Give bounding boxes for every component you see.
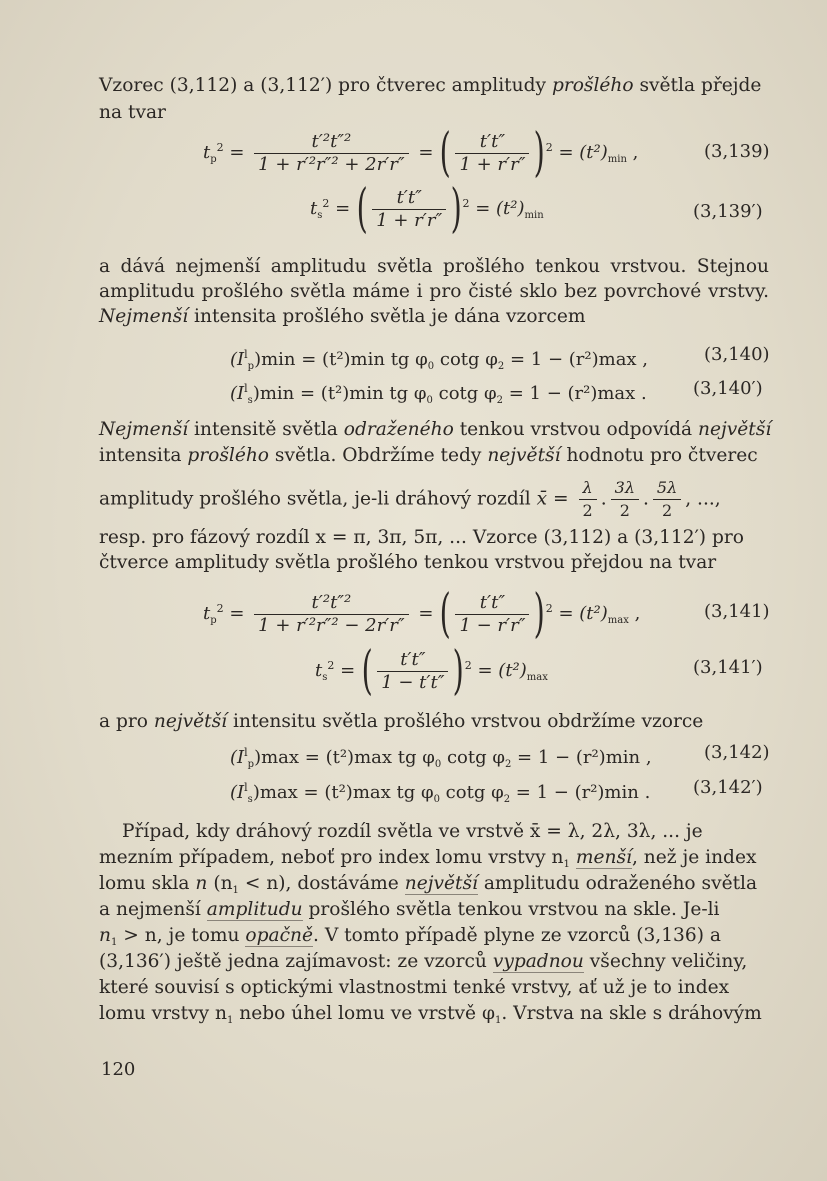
text-span: hodnotu pro čtverec bbox=[560, 445, 758, 466]
right-paren: ) bbox=[534, 123, 546, 183]
text-span: amplitudu prošlého světla máme i pro čisté sklo bez povrchové vrstvy. bbox=[99, 281, 769, 302]
equation-number: (3,140′) bbox=[693, 378, 763, 399]
text-span: mezním případem, neboť pro index lomu vrstvy n bbox=[99, 847, 564, 868]
text-span bbox=[570, 847, 576, 868]
text-line bbox=[99, 1002, 769, 1033]
text-line bbox=[99, 74, 769, 98]
text-span: intensitu světla prošlého vrstvou obdržíme vzorce bbox=[227, 711, 704, 732]
fraction-denominator: 2 bbox=[582, 501, 593, 520]
equation-number: (3,140) bbox=[704, 344, 770, 365]
italic-text: menší bbox=[575, 847, 632, 868]
eq-superscript: l bbox=[244, 746, 248, 759]
eq-rhs: (t²) bbox=[498, 660, 527, 681]
eq-rhs: (t²) bbox=[496, 198, 525, 219]
italic-text: opačně bbox=[245, 925, 313, 946]
italic-text: odraženého bbox=[343, 419, 454, 440]
eq-subscript: s bbox=[322, 672, 328, 683]
equation-3-139: $t_p^2$ = $\frac{\text{t′²t″²}}{\text{1 + r′²r″² + 2r′r″}}$ = ( $\frac{t't''}{1 + r'r''}$ )$^2 = (t^2)_{min}$ , bbox=[203, 123, 639, 183]
fraction-numerator: λ bbox=[579, 478, 597, 500]
fraction bbox=[254, 132, 408, 175]
text-span: tenkou vrstvou odpovídá bbox=[453, 419, 699, 440]
eq-rhs: (t²) bbox=[579, 603, 608, 624]
eq-subscript: 2 bbox=[503, 794, 511, 805]
text-span: > n, je tomu bbox=[117, 925, 246, 946]
eq-symbol: (I bbox=[230, 383, 245, 404]
eq-part: = (t²)min tg φ bbox=[294, 383, 427, 404]
eq-subscript: s bbox=[317, 210, 323, 221]
text-span: světla přejde bbox=[633, 75, 762, 96]
text-span: amplitudy prošlého světla, je-li dráhový rozdíl bbox=[99, 488, 537, 510]
italic-text: prošlého bbox=[187, 445, 269, 466]
eq-symbol: t bbox=[310, 198, 318, 219]
fraction-denominator: 1 + r′²r″² + 2r′r″ bbox=[258, 153, 405, 175]
fraction-denominator: 1 + r′²r″² − 2r′r″ bbox=[258, 614, 405, 636]
text-line bbox=[99, 976, 769, 1000]
equation-3-142 bbox=[230, 742, 652, 776]
text-span: (n bbox=[207, 873, 233, 894]
eq-symbol: (I bbox=[230, 349, 245, 370]
text-line bbox=[99, 551, 769, 575]
eq-part: )max bbox=[252, 782, 298, 803]
text-span: , ..., bbox=[685, 488, 721, 510]
eq-subscript: s bbox=[247, 395, 253, 406]
equation-number: (3,142) bbox=[704, 742, 770, 763]
eq-superscript: l bbox=[244, 348, 248, 361]
page-number: 120 bbox=[101, 1059, 136, 1080]
text-span: lomu skla bbox=[99, 873, 196, 894]
text-line bbox=[99, 898, 769, 922]
fraction-denominator: 2 bbox=[661, 501, 673, 520]
eq-subscript: 2 bbox=[504, 759, 512, 770]
text-span: . Vrstva na skle s dráhovým bbox=[501, 1003, 762, 1024]
fraction bbox=[372, 188, 446, 231]
text-span: , než je index bbox=[631, 847, 757, 868]
fraction bbox=[579, 478, 597, 521]
eq-subscript: 0 bbox=[427, 361, 435, 372]
eq-part: = 1 − (r²)max , bbox=[504, 349, 649, 370]
eq-superscript: l bbox=[244, 781, 248, 794]
eq-part: = 1 − (r²)min . bbox=[510, 782, 651, 803]
italic-text: největší bbox=[698, 419, 772, 440]
equation-number: (3,141′) bbox=[693, 657, 763, 678]
equation-number: (3,139′) bbox=[693, 201, 763, 222]
text-span: = bbox=[547, 488, 575, 510]
eq-symbol: x̄ bbox=[536, 488, 548, 510]
fraction bbox=[455, 593, 529, 636]
italic-text: největší bbox=[404, 873, 478, 894]
italic-text: amplitudu bbox=[206, 899, 303, 920]
equation-3-141: $t_p^2$ = $\frac{\text{t′²t″²}}{\text{1 + r′²r″² − 2r′r″}}$ = ( $\frac{t't''}{1 - r'r''}$ )$^2 = (t^2)_{max}$ , bbox=[203, 584, 641, 644]
fraction-denominator: 1 − r′r″ bbox=[459, 614, 526, 636]
eq-part: )max bbox=[254, 747, 300, 768]
eq-subscript: min bbox=[607, 154, 627, 165]
eq-superscript: 2 bbox=[216, 602, 224, 615]
left-paren: ( bbox=[439, 123, 451, 183]
text-line bbox=[99, 444, 769, 468]
eq-subscript: p bbox=[247, 361, 255, 372]
fraction bbox=[254, 593, 408, 636]
text-span: lomu vrstvy n bbox=[99, 1003, 227, 1024]
text-line bbox=[99, 526, 769, 550]
eq-symbol: t bbox=[315, 660, 323, 681]
fraction-numerator: t′t″ bbox=[377, 650, 448, 672]
right-paren: ) bbox=[534, 584, 546, 644]
eq-part: cotg φ bbox=[434, 349, 498, 370]
eq-part: = 1 − (r²)min , bbox=[511, 747, 652, 768]
text-span: (3,136′) ještě jedna zajímavost: ze vzorců bbox=[99, 951, 493, 972]
text-line bbox=[99, 255, 769, 279]
text-span: nebo úhel lomu ve vrstvě φ bbox=[233, 1003, 495, 1024]
text-span: na tvar bbox=[99, 102, 166, 123]
subscript: 1 bbox=[494, 1015, 502, 1026]
eq-part: cotg φ bbox=[432, 383, 497, 404]
equation-3-139-prime: $t_s^2$ = ( $\frac{t't''}{1 + r'r''}$ )$^2 = (t^2)_{min}$ bbox=[310, 179, 544, 239]
eq-subscript: 0 bbox=[426, 395, 433, 406]
text-span: Vzorec (3,112) a (3,112′) pro čtverec amplitudy bbox=[99, 75, 552, 96]
eq-subscript: 2 bbox=[497, 361, 505, 372]
italic-text: největší bbox=[153, 711, 228, 732]
eq-superscript: 2 bbox=[322, 197, 330, 210]
equation-3-142-prime bbox=[230, 777, 650, 811]
equation-number: (3,139) bbox=[704, 141, 770, 162]
text-line bbox=[122, 820, 769, 844]
eq-symbol: (I bbox=[230, 747, 245, 768]
fraction-numerator: t′t″ bbox=[455, 132, 529, 154]
fraction-numerator: t′t″ bbox=[372, 188, 446, 210]
fraction-denominator: 1 + r′r″ bbox=[376, 209, 443, 231]
text-line bbox=[99, 710, 769, 734]
fraction-numerator: t′²t″² bbox=[254, 593, 408, 615]
text-span: < n), dostáváme bbox=[238, 873, 405, 894]
eq-subscript: min bbox=[524, 210, 544, 221]
equation-number: (3,141) bbox=[704, 601, 770, 622]
text-line bbox=[99, 305, 769, 329]
eq-part: = (t²)max tg φ bbox=[297, 782, 434, 803]
eq-symbol: t bbox=[203, 142, 211, 163]
text-line bbox=[99, 280, 769, 304]
left-paren: ( bbox=[439, 584, 451, 644]
eq-subscript: s bbox=[247, 794, 253, 805]
text-span: které souvisí s optickými vlastnostmi tenké vrstvy, ať už je to index bbox=[99, 977, 730, 998]
text-span: resp. pro fázový rozdíl x = π, 3π, 5π, ... Vzorce (3,112) a (3,112′) pro bbox=[99, 527, 744, 548]
eq-subscript: p bbox=[210, 154, 217, 165]
eq-subscript: 0 bbox=[433, 794, 440, 805]
eq-symbol: t bbox=[203, 603, 211, 624]
fraction bbox=[653, 478, 681, 521]
fraction-denominator: 1 − t′t″ bbox=[381, 671, 445, 693]
text-span: a dává nejmenší amplitudu světla prošlého tenkou vrstvou. Stejnou bbox=[99, 256, 769, 277]
text-span: intensitě světla bbox=[188, 419, 344, 440]
right-paren: ) bbox=[453, 641, 465, 701]
fraction bbox=[611, 478, 639, 521]
eq-part: cotg φ bbox=[439, 782, 504, 803]
eq-part: )min bbox=[252, 383, 295, 404]
fraction-numerator: t′t″ bbox=[455, 593, 529, 615]
equation-3-141-prime: $t_s^2$ = ( $\frac{t't''}{1 - t't''}$ )$^2 = (t^2)_{max}$ bbox=[315, 641, 548, 701]
italic-text: největší bbox=[487, 445, 561, 466]
right-paren: ) bbox=[450, 179, 462, 239]
eq-part: cotg φ bbox=[441, 747, 505, 768]
eq-subscript: max bbox=[526, 672, 548, 683]
eq-rhs: (t²) bbox=[579, 142, 608, 163]
eq-symbol: (I bbox=[230, 782, 245, 803]
text-line bbox=[99, 101, 769, 125]
text-span: všechny veličiny, bbox=[583, 951, 748, 972]
italic-text: Nejmenší bbox=[99, 419, 189, 440]
italic-text: vypadnou bbox=[492, 951, 584, 972]
text-span: . V tomto případě plyne ze vzorců (3,136) a bbox=[313, 925, 721, 946]
fraction-denominator: 2 bbox=[619, 501, 630, 520]
fraction-denominator: 1 + r′r″ bbox=[459, 153, 526, 175]
italic-text: Nejmenší bbox=[99, 306, 189, 327]
eq-subscript: p bbox=[210, 615, 217, 626]
text-span: Případ, kdy dráhový rozdíl světla ve vrstvě x̄ = λ, 2λ, 3λ, ... je bbox=[122, 821, 703, 842]
subscript: 1 bbox=[563, 859, 570, 870]
italic-text: prošlého bbox=[551, 75, 634, 96]
text-line bbox=[99, 418, 772, 442]
eq-superscript: l bbox=[244, 382, 248, 395]
eq-subscript: p bbox=[247, 759, 255, 770]
fraction-numerator: t′²t″² bbox=[254, 132, 408, 154]
eq-symbol: n bbox=[99, 925, 111, 946]
left-paren: ( bbox=[356, 179, 368, 239]
text-span: a nejmenší bbox=[99, 899, 207, 920]
text-span: intensita prošlého světla je dána vzorcem bbox=[188, 306, 586, 327]
text-line bbox=[99, 950, 769, 974]
eq-superscript: 2 bbox=[327, 659, 335, 672]
eq-part: = 1 − (r²)max . bbox=[503, 383, 647, 404]
eq-part: )min bbox=[254, 349, 296, 370]
text-span: světla. Obdržíme tedy bbox=[269, 445, 488, 466]
text-span: intensita bbox=[99, 445, 188, 466]
text-span: prošlého světla tenkou vrstvou na skle. Je-li bbox=[302, 899, 720, 920]
eq-subscript: 0 bbox=[434, 759, 442, 770]
left-paren: ( bbox=[361, 641, 373, 701]
equation-3-140 bbox=[230, 344, 648, 378]
text-span: čtverce amplitudy světla prošlého tenkou vrstvou přejdou na tvar bbox=[99, 552, 717, 573]
subscript: 1 bbox=[110, 937, 118, 948]
subscript: 1 bbox=[232, 885, 239, 896]
equation-number: (3,142′) bbox=[693, 777, 763, 798]
equation-3-140-prime bbox=[230, 378, 647, 412]
eq-subscript: max bbox=[607, 615, 629, 626]
text-line: amplitudy prošlého světla, je-li dráhový rozdíl x̄ = $\frac{\lambda}{2}$ . $\frac{3\lambda}{2}$ . $\frac{5\lambda}{2}$ , ..., bbox=[99, 478, 721, 520]
fraction bbox=[455, 132, 529, 175]
fraction-numerator: 3λ bbox=[611, 478, 639, 500]
eq-part: = (t²)max tg φ bbox=[299, 747, 435, 768]
eq-superscript: 2 bbox=[216, 141, 224, 154]
eq-part: = (t²)min tg φ bbox=[295, 349, 428, 370]
eq-symbol: n bbox=[195, 873, 208, 894]
fraction-numerator: 5λ bbox=[653, 478, 681, 500]
text-span: a pro bbox=[99, 711, 154, 732]
fraction bbox=[377, 650, 448, 693]
subscript: 1 bbox=[226, 1015, 234, 1026]
text-span: amplitudu odraženého světla bbox=[477, 873, 758, 894]
eq-subscript: 2 bbox=[496, 395, 503, 406]
